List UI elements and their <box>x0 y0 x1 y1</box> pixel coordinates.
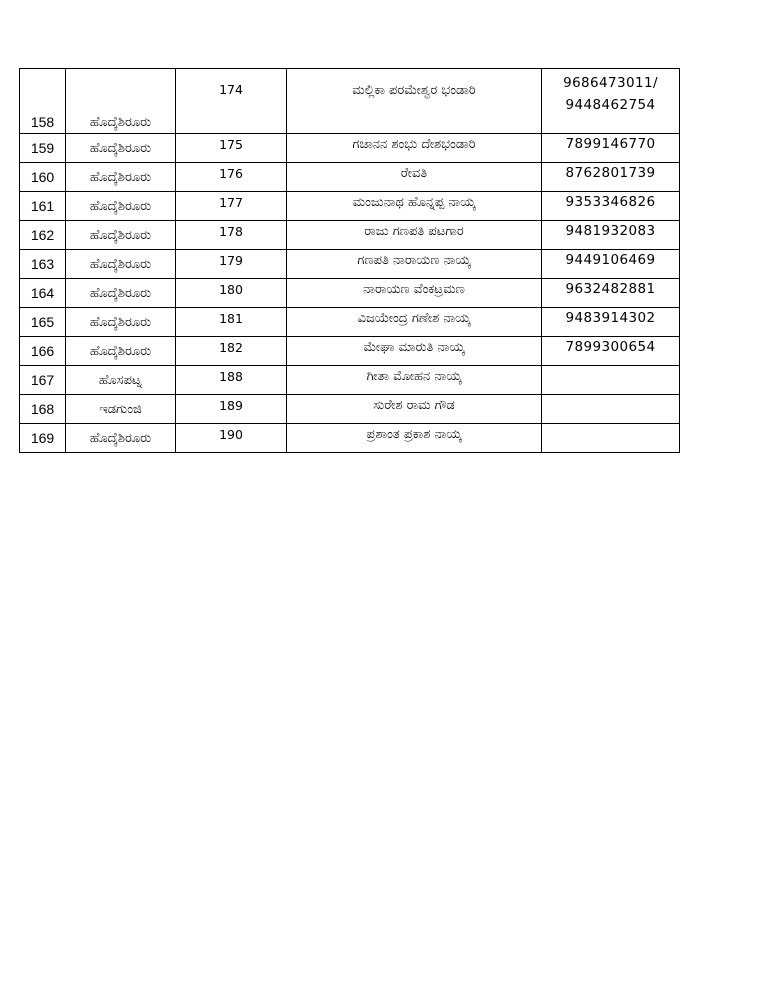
village-cell: ಹೊದ್ಕೆಶಿರೂರು <box>66 192 176 221</box>
phone-cell: 9353346826 <box>542 192 680 221</box>
name-cell: ಮಲ್ಲಿಕಾ ಪರಮೇಶ್ವರ ಭಂಡಾರಿ <box>287 69 542 134</box>
table-row <box>20 192 680 221</box>
serial-number-cell: 166 <box>20 337 66 366</box>
table-row <box>20 250 680 279</box>
name-cell: ರಾಜು ಗಣಪತಿ ಪಟಗಾರ <box>287 221 542 250</box>
serial-number-cell: 161 <box>20 192 66 221</box>
phone-cell <box>542 366 680 395</box>
id-number-cell: 174 <box>176 69 287 134</box>
name-cell: ಪ್ರಶಾಂತ ಪ್ರಕಾಶ ನಾಯ್ಕ <box>287 424 542 453</box>
phone-cell: 9481932083 <box>542 221 680 250</box>
records-table <box>19 68 680 453</box>
village-cell: ಹೊದ್ಕೆಶಿರೂರು <box>66 424 176 453</box>
id-number-cell: 181 <box>176 308 287 337</box>
name-cell: ವಿಜಯೇಂದ್ರ ಗಣೇಶ ನಾಯ್ಕ <box>287 308 542 337</box>
village-cell: ಹೊದ್ಕೆಶಿರೂರು <box>66 308 176 337</box>
table-row <box>20 221 680 250</box>
phone-cell: 8762801739 <box>542 163 680 192</box>
table-row <box>20 366 680 395</box>
name-cell: ನಾರಾಯಣ ವೆಂಕಟ್ರಮಣ <box>287 279 542 308</box>
table-row <box>20 69 680 134</box>
village-cell: ಹೊದ್ಕೆಶಿರೂರು <box>66 337 176 366</box>
name-cell: ಮಂಜುನಾಥ ಹೊನ್ನಪ್ಪ ನಾಯ್ಕ <box>287 192 542 221</box>
id-number-cell: 177 <box>176 192 287 221</box>
phone-cell: 7899300654 <box>542 337 680 366</box>
id-number-cell: 180 <box>176 279 287 308</box>
serial-number-cell: 159 <box>20 134 66 163</box>
id-number-cell: 179 <box>176 250 287 279</box>
table-row <box>20 134 680 163</box>
id-number-cell: 190 <box>176 424 287 453</box>
serial-number-cell: 169 <box>20 424 66 453</box>
id-number-cell: 176 <box>176 163 287 192</box>
village-cell: ಹೊಸಪಟ್ನ <box>66 366 176 395</box>
table-row <box>20 279 680 308</box>
name-cell: ಗಣಪತಿ ನಾರಾಯಣ ನಾಯ್ಕ <box>287 250 542 279</box>
phone-cell: 9483914302 <box>542 308 680 337</box>
name-cell: ರೇವತಿ <box>287 163 542 192</box>
serial-number-cell: 164 <box>20 279 66 308</box>
phone-number-secondary: 9448462754 <box>565 97 656 113</box>
phone-number-primary: 9686473011/ <box>563 75 658 91</box>
name-cell: ಸುರೇಶ ರಾಮ ಗೌಡ <box>287 395 542 424</box>
village-cell: ಹೊದ್ಕೆಶಿರೂರು <box>66 221 176 250</box>
name-cell: ಮೇಘಾ ಮಾರುತಿ ನಾಯ್ಕ <box>287 337 542 366</box>
village-cell: ಹೊದ್ಕೆಶಿರೂರು <box>66 134 176 163</box>
name-cell: ಗಜಾನನ ಶಂಭು ದೇಶಭಂಡಾರಿ <box>287 134 542 163</box>
phone-cell: 9449106469 <box>542 250 680 279</box>
table-row <box>20 308 680 337</box>
id-number-cell: 188 <box>176 366 287 395</box>
village-cell: ಹೊದ್ಕೆಶಿರೂರು <box>66 163 176 192</box>
name-cell: ಗೀತಾ ಮೋಹನ ನಾಯ್ಕ <box>287 366 542 395</box>
serial-number-cell: 162 <box>20 221 66 250</box>
serial-number-cell: 158 <box>20 69 66 134</box>
serial-number-cell: 167 <box>20 366 66 395</box>
village-cell: ಹೊದ್ಕೆಶಿರೂರು <box>66 250 176 279</box>
id-number-cell: 175 <box>176 134 287 163</box>
id-number-cell: 189 <box>176 395 287 424</box>
phone-cell <box>542 424 680 453</box>
serial-number-cell: 165 <box>20 308 66 337</box>
serial-number-cell: 163 <box>20 250 66 279</box>
phone-cell: 7899146770 <box>542 134 680 163</box>
phone-cell <box>542 69 680 134</box>
village-cell: ಹೊದ್ಕೆಶಿರೂರು <box>66 69 176 134</box>
serial-number-cell: 168 <box>20 395 66 424</box>
table-row <box>20 163 680 192</box>
id-number-cell: 182 <box>176 337 287 366</box>
id-number-cell: 178 <box>176 221 287 250</box>
phone-cell <box>542 395 680 424</box>
table-row <box>20 337 680 366</box>
village-cell: ಹೊದ್ಕೆಶಿರೂರು <box>66 279 176 308</box>
table-row <box>20 395 680 424</box>
phone-cell: 9632482881 <box>542 279 680 308</box>
table-row <box>20 424 680 453</box>
serial-number-cell: 160 <box>20 163 66 192</box>
village-cell: ಇಡಗುಂಜಿ <box>66 395 176 424</box>
